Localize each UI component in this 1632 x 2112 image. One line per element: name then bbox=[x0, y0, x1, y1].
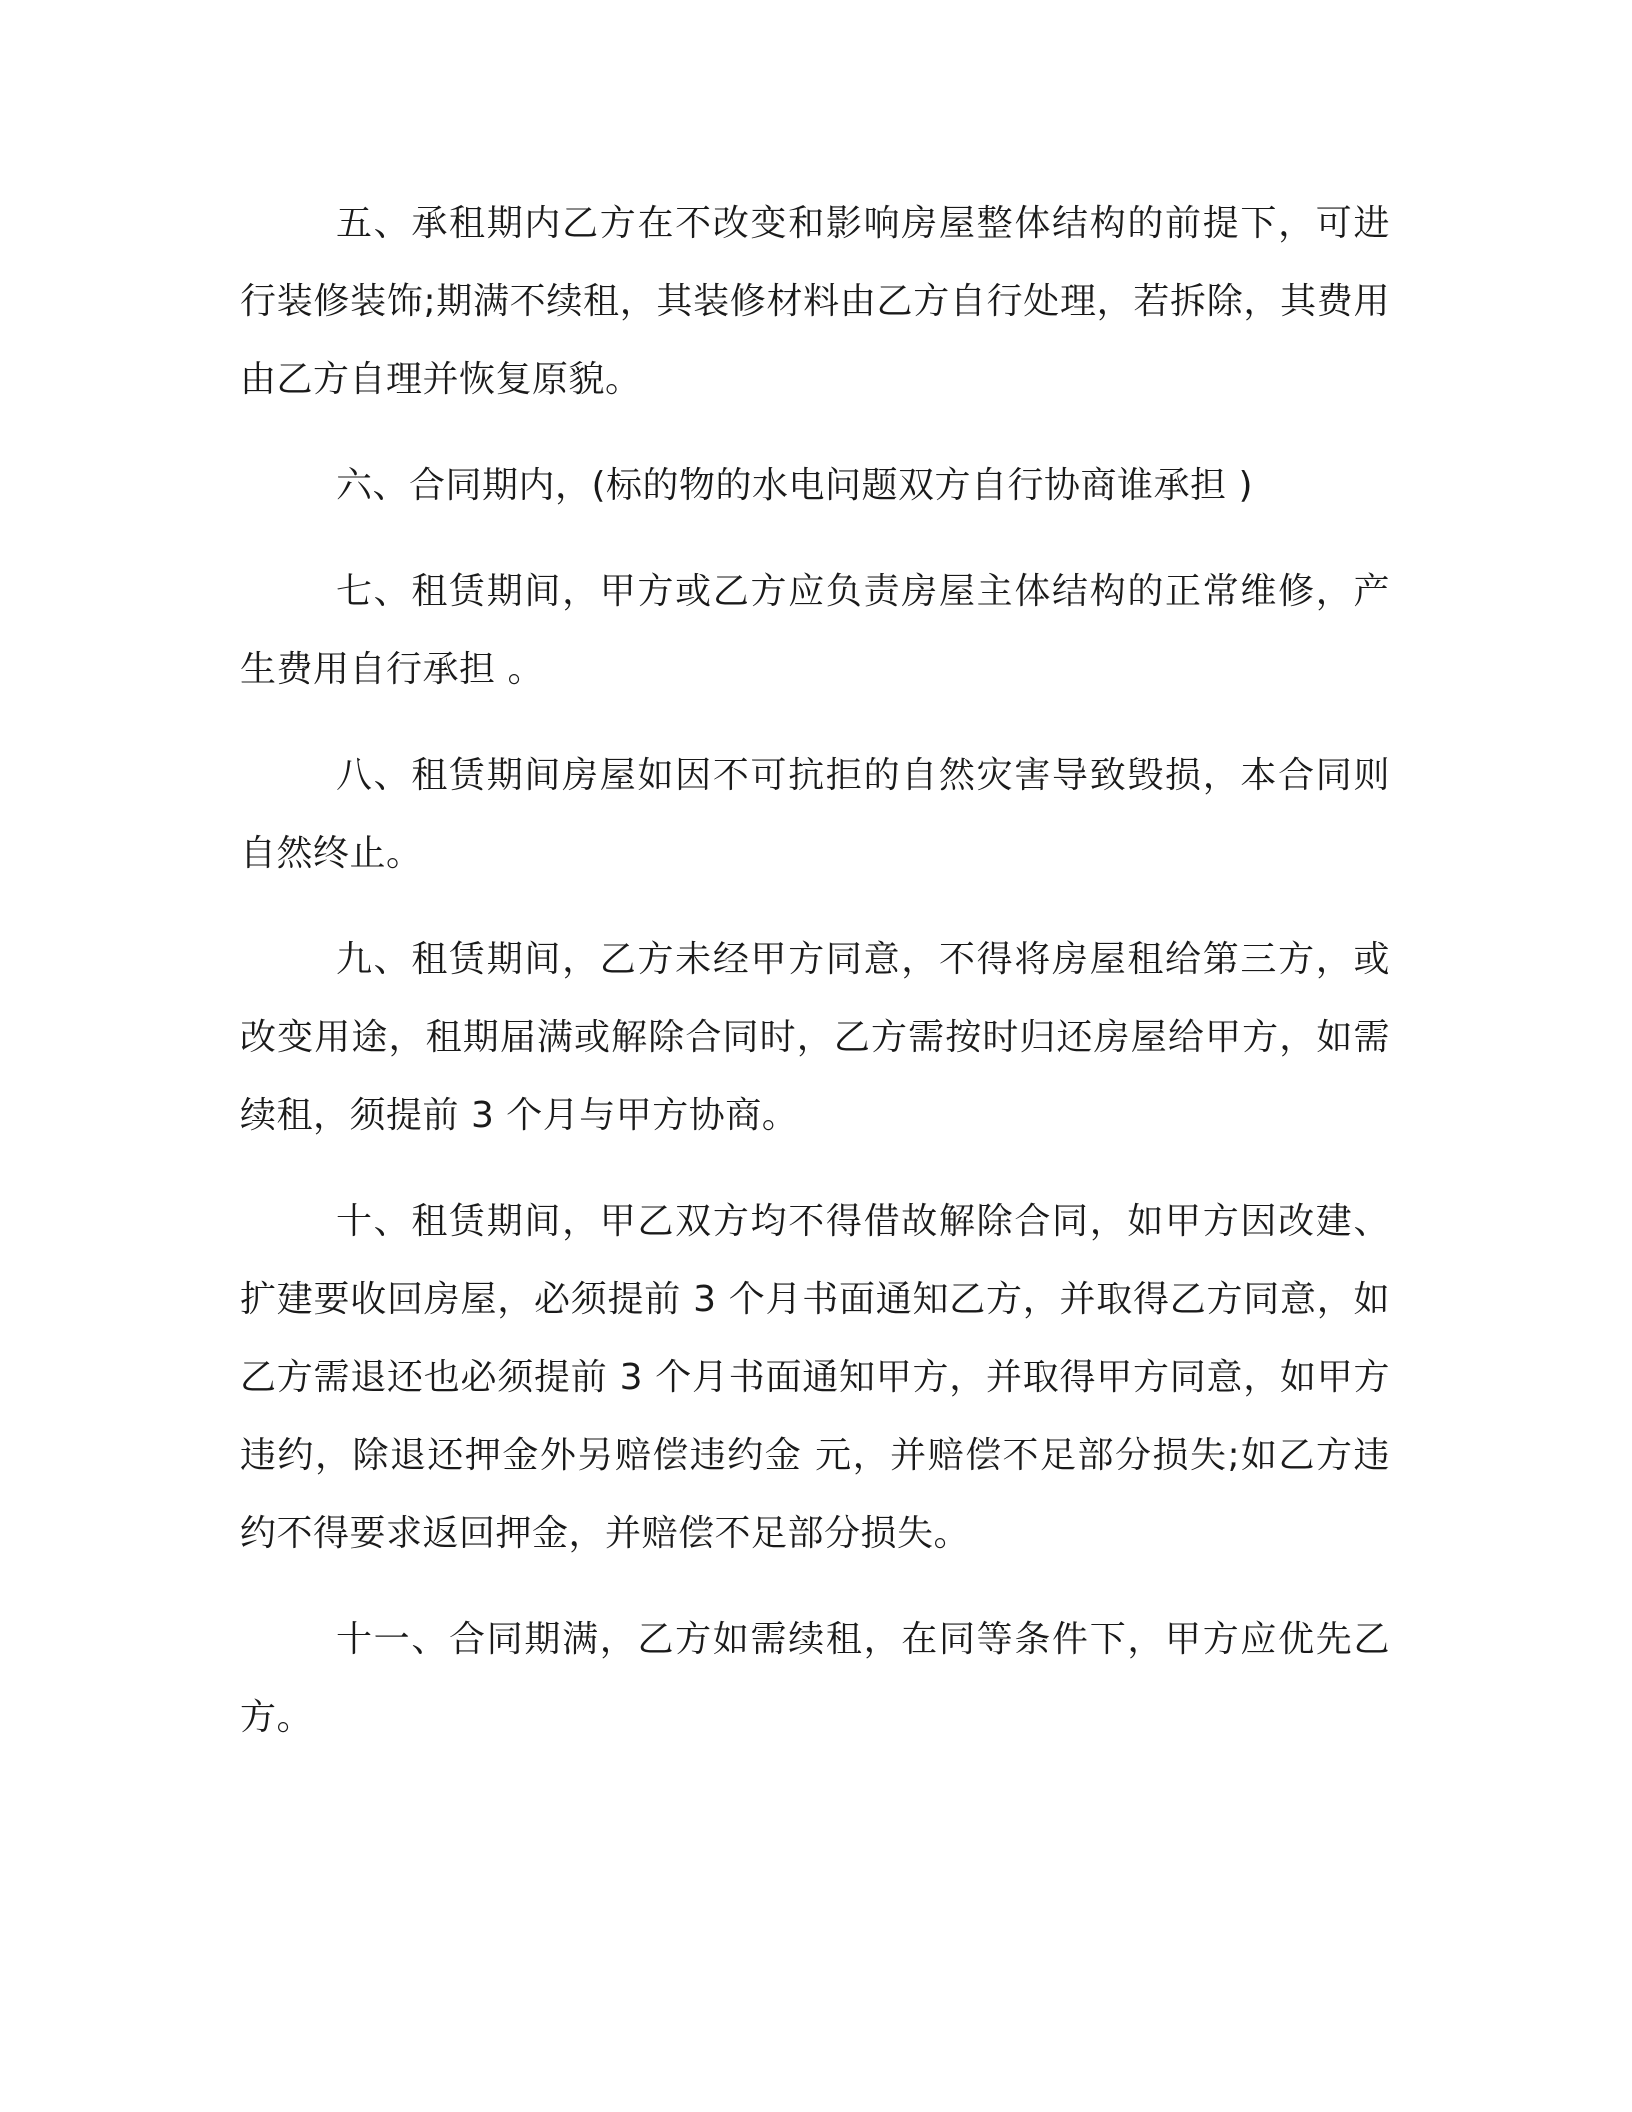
clause-6: 六、合同期内，(标的物的水电问题双方自行协商谁承担 ) bbox=[336, 465, 1254, 506]
clause-9: 九、租赁期间，乙方未经甲方同意，不得将房屋租给第三方，或改变用途，租期届满或解除合同时，乙方需按时归还房屋给甲方，如需续租，须提前 3 个月与甲方协商。 bbox=[240, 939, 1390, 1136]
clause-11: 十一、合同期满，乙方如需续租，在同等条件下，甲方应优先乙方。 bbox=[240, 1619, 1390, 1738]
clause-10: 十、租赁期间，甲乙双方均不得借故解除合同，如甲方因改建、扩建要收回房屋，必须提前 3 个月书面通知乙方，并取得乙方同意，如乙方需退还也必须提前 3 个月书面通知甲方，并取得甲方同意，如甲方违约，除退还押金外另赔偿违约金 元，并赔偿不足部分损失;如乙方违约不得要求返回押金，并赔偿不足部分损失。 bbox=[240, 1201, 1390, 1554]
clause-5: 五、承租期内乙方在不改变和影响房屋整体结构的前提下，可进行装修装饰;期满不续租，其装修材料由乙方自行处理，若拆除，其费用由乙方自理并恢复原貌。 bbox=[240, 203, 1390, 400]
clause-8: 八、租赁期间房屋如因不可抗拒的自然灾害导致毁损，本合同则自然终止。 bbox=[240, 755, 1390, 874]
clause-7: 七、租赁期间，甲方或乙方应负责房屋主体结构的正常维修，产生费用自行承担 。 bbox=[240, 571, 1390, 690]
contract-body bbox=[240, 185, 1390, 1757]
